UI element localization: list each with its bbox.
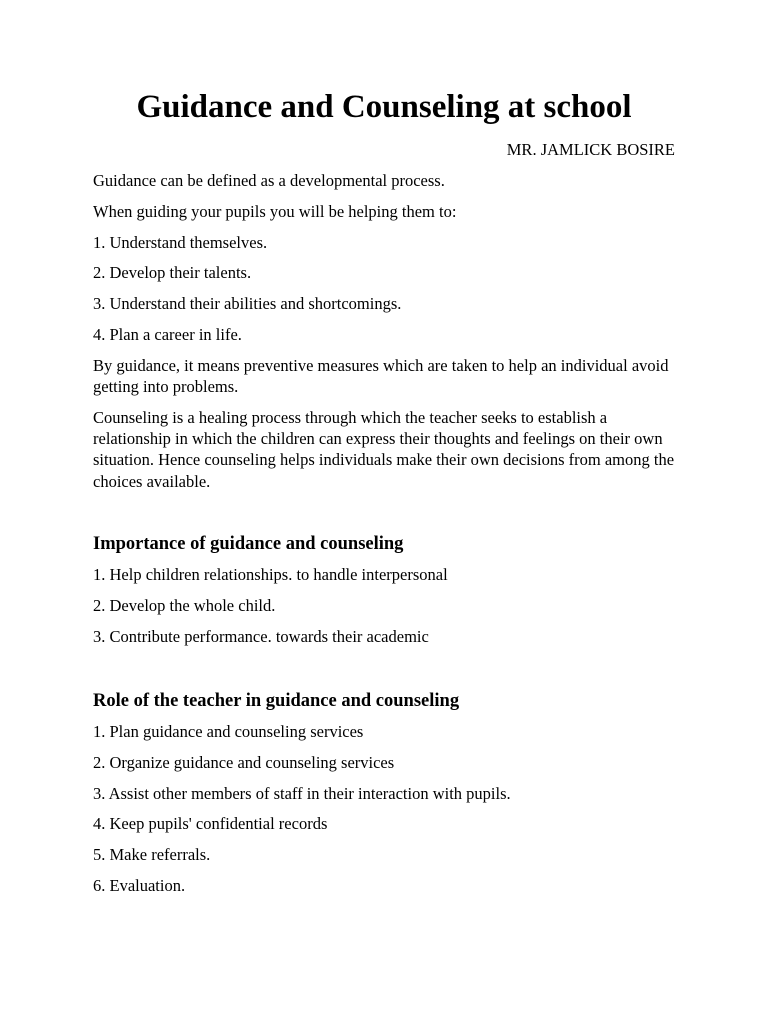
list-item: 4. Plan a career in life. <box>93 324 242 344</box>
list-item: 4. Keep pupils' confidential records <box>93 814 328 834</box>
importance-heading: Importance of guidance and counseling <box>93 534 404 554</box>
definition-paragraph: Guidance can be defined as a developmental process. <box>93 171 445 190</box>
list-item: 3. Understand their abilities and shortcomings. <box>93 294 402 314</box>
list-item: 2. Develop their talents. <box>93 263 252 283</box>
lead-in-paragraph: When guiding your pupils you will be helping them to: <box>93 201 457 221</box>
list-item: 3. Contribute performance. towards their academic <box>93 626 429 646</box>
list-item: 2. Develop the whole child. <box>93 595 276 615</box>
list-item: 1. Help children relationships. to handle interpersonal <box>93 565 448 584</box>
author-name: MR. JAMLICK BOSIRE <box>506 140 675 159</box>
guidance-paragraph: By guidance, it means preventive measures which are taken to help an individual avoid getting into problems. <box>93 355 669 397</box>
list-item: 3. Assist other members of staff in their interaction with pupils. <box>93 783 511 803</box>
counseling-paragraph: Counseling is a healing process through which the teacher seeks to establish a relationship in which the children can express their thoughts and feelings on their own situation. Hence counseling helps individuals make their own decisions from among the choices available. <box>93 407 675 491</box>
list-item: 5. Make referrals. <box>93 845 211 865</box>
importance-section <box>93 532 675 656</box>
list-item: 6. Evaluation. <box>93 875 186 895</box>
role-section <box>93 689 675 906</box>
intro-section <box>93 170 675 502</box>
document-title: Guidance and Counseling at school <box>136 89 632 125</box>
importance-list <box>93 564 675 647</box>
list-item: 1. Plan guidance and counseling services <box>93 722 364 741</box>
list-item: 2. Organize guidance and counseling services <box>93 752 395 772</box>
role-list <box>93 721 675 896</box>
role-heading: Role of the teacher in guidance and counseling <box>93 691 460 711</box>
list-item: 1. Understand themselves. <box>93 232 268 252</box>
